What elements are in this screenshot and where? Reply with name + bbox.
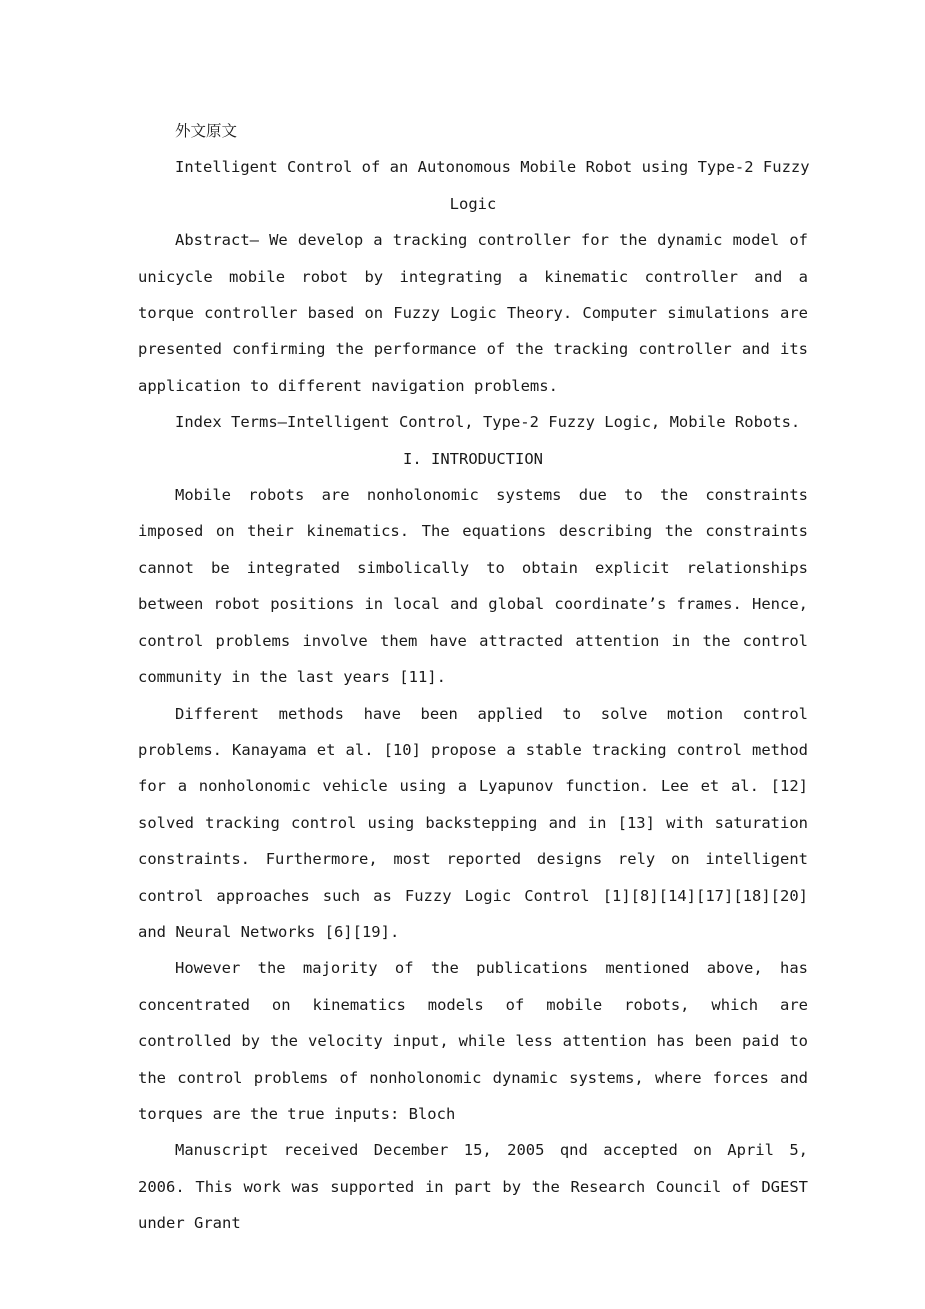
header-label: 外文原文 <box>175 122 238 140</box>
footnote-paragraph: Manuscript received December 15, 2005 qnd accepted on April 5, 2006. This work was supported in part by the Research Council of DGEST under Grant <box>138 1141 808 1233</box>
body-paragraph: Different methods have been applied to solve motion control problems. Kanayama et al. [10] propose a stable tracking control method for a nonholonomic vehicle using a Lyapunov function. Lee et al. [12] solved tracking control using backstepping and in [13] with saturation constraints. Furthermore, most reported designs rely on intelligent control approaches such as Fuzzy Logic Control [1][8][14][17][18][20] and Neural Networks [6][19]. <box>138 704 808 941</box>
document-page <box>138 113 808 1242</box>
paper-title-line-2: Logic <box>449 194 497 213</box>
index-terms: Index Terms—Intelligent Control, Type-2 Fuzzy Logic, Mobile Robots. <box>175 413 801 432</box>
body-paragraph: However the majority of the publications mentioned above, has concentrated on kinematics models of mobile robots, which are controlled by the velocity input, while less attention has been paid to the control problems of nonholonomic dynamic systems, where forces and torques are the true inputs: Bloch <box>138 959 808 1123</box>
abstract-paragraph: Abstract— We develop a tracking controller for the dynamic model of unicycle mobile robot by integrating a kinematic controller and a torque controller based on Fuzzy Logic Theory. Computer simulations are presented confirming the performance of the tracking controller and its application to different navigation problems. <box>138 231 808 395</box>
body-paragraph: Mobile robots are nonholonomic systems due to the constraints imposed on their kinematics. The equations describing the constraints cannot be integrated simbolically to obtain explicit relationships between robot positions in local and global coordinate’s frames. Hence, control problems involve them have attracted attention in the control community in the last years [11]. <box>138 486 808 687</box>
paper-title-line-1: Intelligent Control of an Autonomous Mobile Robot using Type-2 Fuzzy <box>175 158 810 177</box>
section-heading: I. INTRODUCTION <box>403 449 543 468</box>
